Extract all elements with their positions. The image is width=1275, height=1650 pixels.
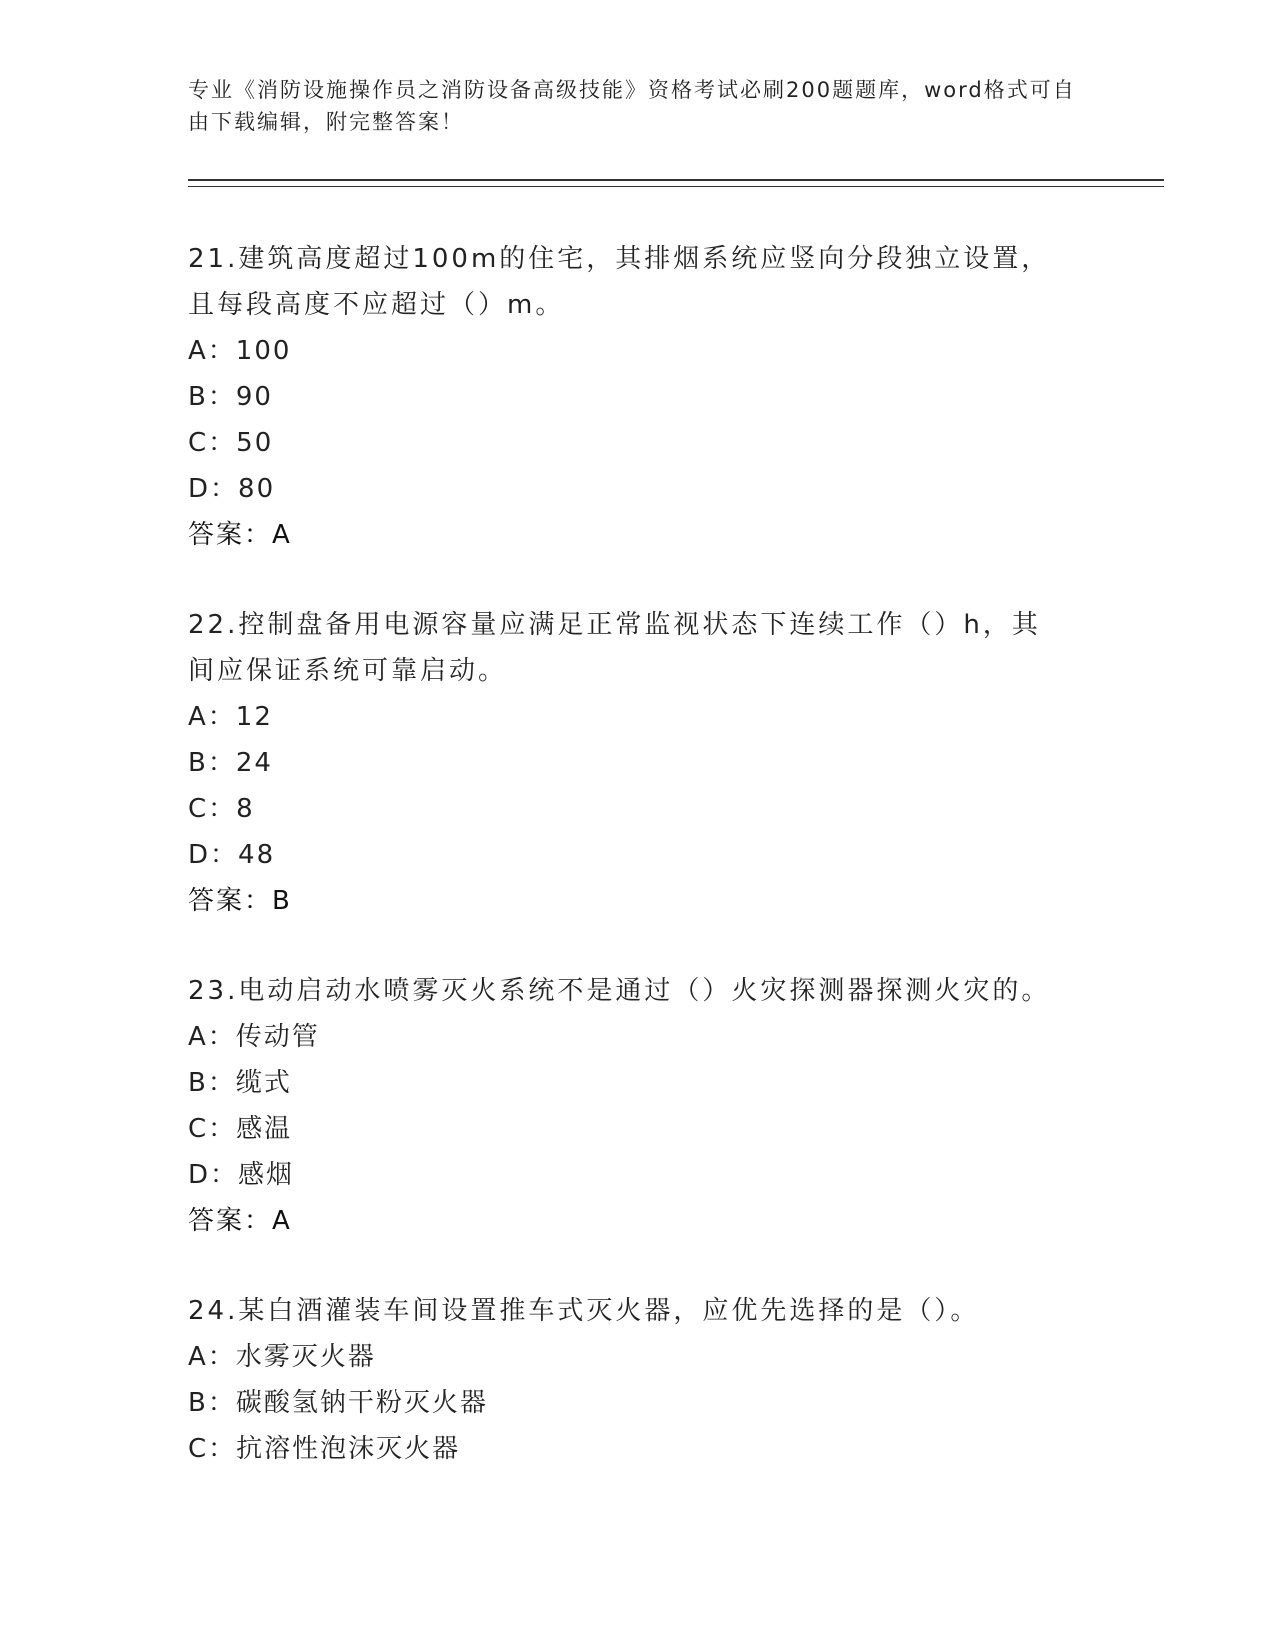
answer-label: 答案：A [188,520,292,550]
question-text: 21.建筑高度超过100m的住宅，其排烟系统应竖向分段独立设置，且每段高度不应超过（）m。 [188,244,1051,320]
option-a: A：水雾灭火器 [188,1342,376,1372]
option-a: A：100 [188,336,292,366]
option-a: A：传动管 [188,1022,320,1052]
option-c: C：50 [188,428,274,458]
option-b: B：90 [188,382,273,412]
option-d: D：感烟 [188,1160,295,1190]
question-list [188,236,1068,1516]
question-21 [188,236,1068,558]
question-text: 24.某白酒灌装车间设置推车式灭火器，应优先选择的是（）。 [188,1296,980,1326]
question-text: 22.控制盘备用电源容量应满足正常监视状态下连续工作（）h，其间应保证系统可靠启动。 [188,610,1041,686]
answer-label: 答案：B [188,886,292,916]
question-text: 23.电动启动水喷雾灭火系统不是通过（）火灾探测器探测火灾的。 [188,976,1051,1006]
answer-label: 答案：A [188,1206,292,1236]
option-b: B：缆式 [188,1068,292,1098]
question-23 [188,968,1068,1244]
document-header: 专业《消防设施操作员之消防设备高级技能》资格考试必刷200题题库，word格式可自由下载编辑，附完整答案！ [188,78,1076,134]
option-c: C：8 [188,794,255,824]
question-24 [188,1288,1068,1472]
header-divider [188,179,1164,187]
option-d: D：48 [188,840,276,870]
option-c: C：抗溶性泡沫灭火器 [188,1434,461,1464]
option-d: D：80 [188,474,276,504]
option-b: B：24 [188,748,273,778]
option-b: B：碳酸氢钠干粉灭火器 [188,1388,488,1418]
option-c: C：感温 [188,1114,293,1144]
question-22 [188,602,1068,924]
option-a: A：12 [188,702,273,732]
